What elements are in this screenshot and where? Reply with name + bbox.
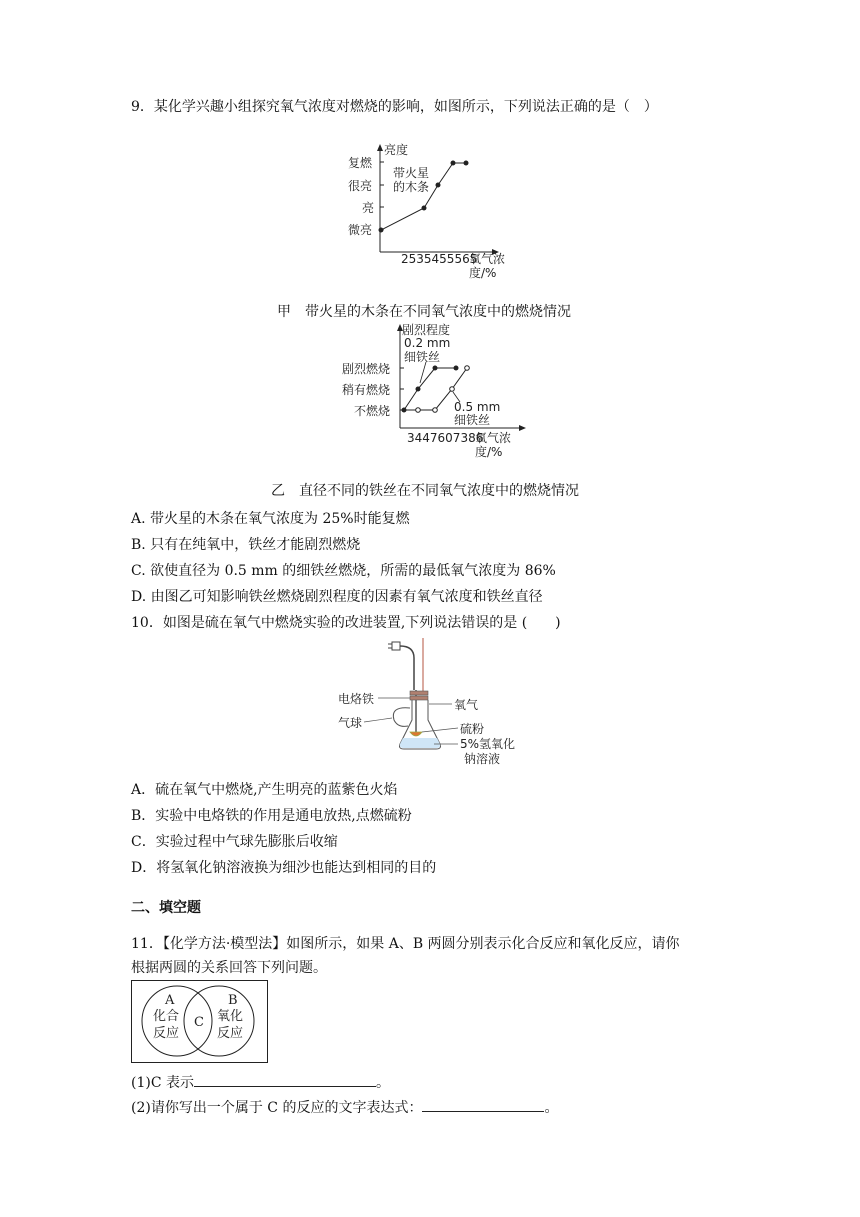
naoh-solution <box>400 738 440 748</box>
q10-option-d: D．将氢氧化钠溶液换为细沙也能达到相同的目的 <box>131 860 437 876</box>
data-point <box>379 228 384 233</box>
venn-diagram <box>131 980 268 1063</box>
q9-option-c: C. 欲使直径为 0.5 mm 的细铁丝燃烧，所需的最低氧气浓度为 86% <box>131 563 556 579</box>
y-level-label: 很亮 <box>348 179 373 193</box>
data-point <box>450 387 455 392</box>
plug-icon <box>392 642 400 650</box>
series-label: 带火星 <box>393 166 430 180</box>
apparatus-diagram <box>330 636 540 771</box>
y-level-label: 稍有燃烧 <box>342 383 391 397</box>
overlap-c-letter: C <box>194 1015 204 1030</box>
x-tick-labels: 2535455565 <box>401 252 478 266</box>
x-axis-arrow <box>519 425 526 431</box>
data-point <box>464 161 469 166</box>
y-axis-title: 亮度 <box>384 143 409 157</box>
series-label: 细铁丝 <box>454 413 491 427</box>
data-point <box>422 206 427 211</box>
figure-yi-chart <box>340 320 540 465</box>
sub2-prefix: (2)请你写出一个属于 C 的反应的文字表达式： <box>131 1100 423 1116</box>
series-line-0-2mm <box>404 368 456 410</box>
q11-subquestion-2 <box>131 1097 558 1117</box>
stopper <box>410 691 428 695</box>
data-point <box>436 183 441 188</box>
data-point <box>454 366 459 371</box>
q10-option-b: B．实验中电烙铁的作用是通电放热,点燃硫粉 <box>131 808 412 824</box>
question-10-stem: 10．如图是硫在氧气中燃烧实验的改进装置,下列说法错误的是 ( ) <box>131 615 561 631</box>
label-naoh: 5%氢氧化 <box>460 737 516 751</box>
label-balloon: 气球 <box>338 716 363 730</box>
y-axis-arrow <box>377 144 383 151</box>
q10-option-a: A．硫在氧气中燃烧,产生明亮的蓝紫色火焰 <box>131 782 398 798</box>
data-point <box>416 408 421 413</box>
data-point <box>416 387 421 392</box>
circle-a-label: 反应 <box>153 1026 180 1041</box>
y-level-label: 复燃 <box>348 156 373 170</box>
series-label: 细铁丝 <box>404 350 441 364</box>
circle-a-label: 化合 <box>153 1009 180 1024</box>
sub2-suffix: 。 <box>544 1100 559 1116</box>
sub1-prefix: (1)C 表示 <box>131 1075 194 1091</box>
label-sulfur: 硫粉 <box>460 722 485 736</box>
x-axis-title: 度/% <box>475 445 503 459</box>
q9-option-d: D. 由图乙可知影响铁丝燃烧剧烈程度的因素有氧气浓度和铁丝直径 <box>131 589 543 605</box>
x-axis-title: 氧气浓 <box>469 252 506 266</box>
balloon <box>393 708 410 727</box>
x-tick-labels: 3447607386 <box>407 431 484 445</box>
y-level-label: 微亮 <box>348 223 373 237</box>
circle-a-letter: A <box>165 993 175 1008</box>
label-iron: 电烙铁 <box>338 692 375 706</box>
circle-b-label: 反应 <box>217 1026 244 1041</box>
series-label: 0.2 mm <box>404 336 451 350</box>
power-cord <box>400 646 414 690</box>
series-label: 0.5 mm <box>454 400 501 414</box>
circle-b-letter: B <box>228 993 238 1008</box>
answer-blank-2[interactable] <box>422 1097 544 1112</box>
answer-blank-1[interactable] <box>194 1072 376 1087</box>
y-level-label: 亮 <box>362 201 375 215</box>
figure-jia-caption: 甲 带火星的木条在不同氧气浓度中的燃烧情况 <box>277 304 571 320</box>
figure-jia-chart <box>345 140 515 285</box>
data-point <box>451 161 456 166</box>
x-axis-title: 度/% <box>469 266 497 280</box>
q11-subquestion-1 <box>131 1072 390 1092</box>
label-oxygen: 氧气 <box>454 698 479 712</box>
q9-option-b: B. 只有在纯氧中，铁丝才能剧烈燃烧 <box>131 537 361 553</box>
sulfur-spoon <box>410 732 422 736</box>
circle-b-label: 氧化 <box>217 1009 244 1024</box>
data-point <box>433 408 438 413</box>
data-point <box>465 366 470 371</box>
y-level-label: 剧烈燃烧 <box>342 362 391 376</box>
series-label: 的木条 <box>393 180 430 194</box>
label-naoh: 钠溶液 <box>464 752 501 766</box>
y-level-label: 不燃烧 <box>354 404 391 418</box>
y-axis-title: 剧烈程度 <box>402 323 451 337</box>
section-title: 二、填空题 <box>131 900 201 916</box>
q9-option-a: A. 带火星的木条在氧气浓度为 25%时能复燃 <box>131 511 410 527</box>
x-axis-title: 氧气浓 <box>475 431 512 445</box>
data-point <box>433 366 438 371</box>
question-11-stem-cont: 根据两圆的关系回答下列问题。 <box>131 960 327 976</box>
figure-yi-caption: 乙 直径不同的铁丝在不同氧气浓度中的燃烧情况 <box>271 483 579 499</box>
q10-option-c: C．实验过程中气球先膨胀后收缩 <box>131 834 338 850</box>
question-9-stem: 9．某化学兴趣小组探究氧气浓度对燃烧的影响，如图所示，下列说法正确的是（ ） <box>131 99 658 115</box>
sub1-suffix: 。 <box>376 1075 390 1091</box>
question-11-stem: 11．【化学方法·模型法】如图所示，如果 A、B 两圆分别表示化合反应和氧化反应，请你 <box>131 936 680 952</box>
